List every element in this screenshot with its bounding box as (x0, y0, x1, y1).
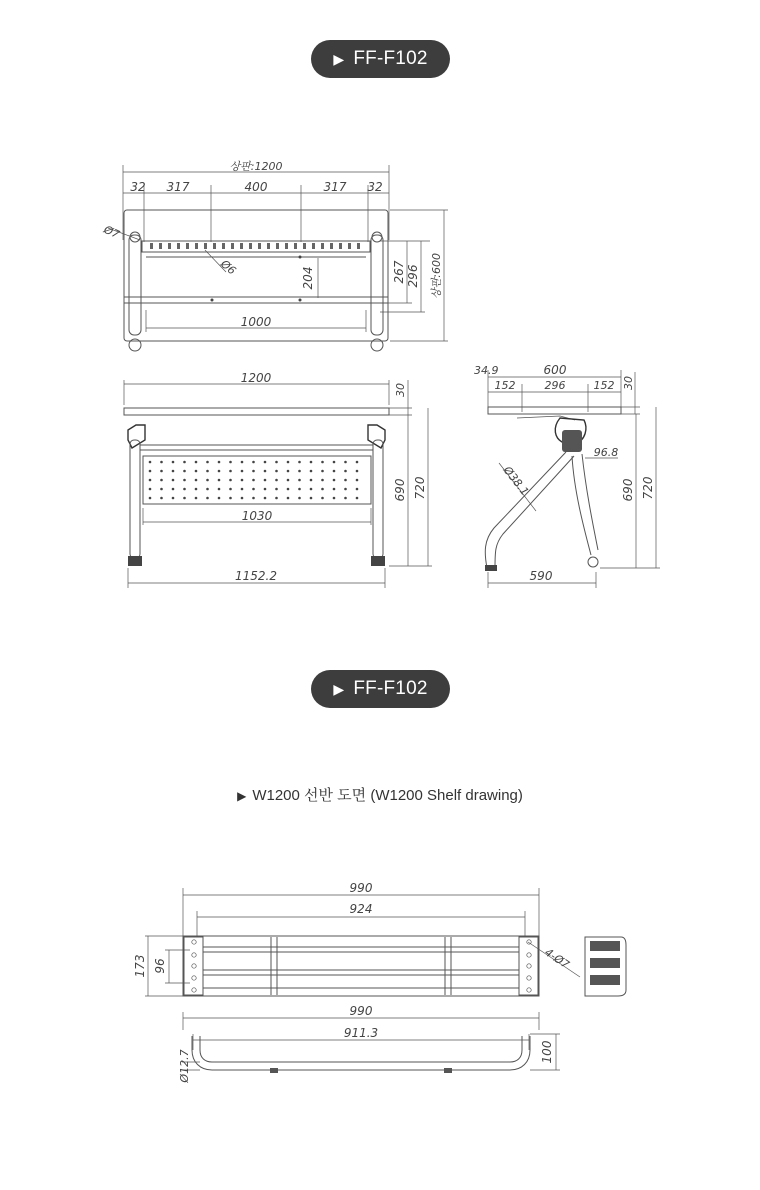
panel-slot (267, 243, 270, 249)
panel-perforation (310, 470, 313, 473)
panel-perforation (275, 470, 278, 473)
dim-front-width: 1200 (240, 371, 272, 385)
panel-perforation (310, 479, 313, 482)
panel-perforation (149, 488, 152, 491)
panel-perforation (344, 470, 347, 473)
shelf-mount-hole (192, 988, 196, 992)
panel-perforation (310, 461, 313, 464)
panel-perforation (344, 488, 347, 491)
panel-perforation (287, 488, 290, 491)
panel-perforation (321, 497, 324, 500)
panel-perforation (218, 470, 221, 473)
panel-perforation (264, 461, 267, 464)
panel-perforation (183, 461, 186, 464)
panel-perforation (252, 479, 255, 482)
panel-perforation (275, 461, 278, 464)
panel-perforation (298, 470, 301, 473)
dim-rail-height: 100 (540, 1040, 554, 1064)
panel-perforation (149, 470, 152, 473)
panel-slot (186, 243, 189, 249)
side-view (474, 363, 660, 588)
panel-slot (177, 243, 180, 249)
panel-slot (357, 243, 360, 249)
model-label: FF-F102 (353, 48, 428, 69)
panel-perforation (218, 479, 221, 482)
panel-perforation (183, 479, 186, 482)
panel-slot (348, 243, 351, 249)
shelf-mount-hole (527, 976, 531, 980)
panel-perforation (160, 497, 163, 500)
panel-perforation (172, 461, 175, 464)
panel-perforation (264, 488, 267, 491)
dim-front-leg: 690 (393, 478, 407, 502)
panel-perforation (218, 488, 221, 491)
panel-perforation (241, 488, 244, 491)
panel-slot (321, 243, 324, 249)
panel-perforation (218, 461, 221, 464)
dim-rail-tube: Ø12.7 (178, 1049, 191, 1083)
dim-depth-top: 상판:600 (430, 253, 443, 299)
dim-side-depth: 600 (543, 363, 567, 377)
panel-perforation (172, 479, 175, 482)
panel-slot (303, 243, 306, 249)
panel-perforation (298, 461, 301, 464)
dim-seg-d: 317 (323, 180, 347, 194)
drawing-caption (0, 784, 760, 805)
dim-side-seg-b: 296 (544, 379, 566, 392)
shelf-mount-hole (527, 953, 531, 957)
panel-perforation (298, 497, 301, 500)
panel-slot (150, 243, 153, 249)
panel-perforation (183, 488, 186, 491)
panel-perforation (356, 470, 359, 473)
dim-shelf-outer: 990 (349, 881, 373, 895)
play-triangle-icon: ▶ (333, 680, 345, 697)
panel-perforation (206, 497, 209, 500)
shelf-rail (178, 1004, 560, 1084)
panel-perforation (344, 497, 347, 500)
panel-perforation (333, 470, 336, 473)
panel-slot (204, 243, 207, 249)
panel-perforation (149, 497, 152, 500)
panel-perforation (160, 461, 163, 464)
panel-perforation (229, 497, 232, 500)
panel-perforation (287, 461, 290, 464)
panel-perforation (321, 488, 324, 491)
model-badge-mid (311, 670, 450, 708)
panel-perforation (356, 497, 359, 500)
panel-slot (285, 243, 288, 249)
panel-slot (168, 243, 171, 249)
panel-perforation (333, 479, 336, 482)
panel-slot (258, 243, 261, 249)
panel-perforation (287, 470, 290, 473)
dim-base: 1152.2 (235, 569, 277, 583)
panel-slot (249, 243, 252, 249)
panel-perforation (160, 479, 163, 482)
panel-slot (240, 243, 243, 249)
dim-side-foot: 590 (529, 569, 553, 583)
panel-perforation (287, 479, 290, 482)
panel-perforation (160, 470, 163, 473)
play-triangle-icon: ▶ (237, 789, 247, 803)
panel-perforation (195, 461, 198, 464)
dim-rail-outer: 990 (349, 1004, 373, 1018)
panel-perforation (298, 479, 301, 482)
dim-top-width: 상판:1200 (229, 160, 283, 173)
dim-shelf-h-outer: 173 (133, 954, 147, 978)
front-view (124, 371, 432, 588)
dim-shelf-inner: 924 (349, 902, 373, 916)
panel-slot (276, 243, 279, 249)
dim-side-seg-c: 152 (593, 379, 615, 392)
panel-perforation (229, 470, 232, 473)
panel-perforation (298, 488, 301, 491)
dim-front-total: 720 (413, 476, 427, 500)
dim-side-tube: Ø38.1 (500, 463, 532, 498)
panel-slot (312, 243, 315, 249)
shelf-mount-hole (192, 940, 196, 944)
panel-slot (231, 243, 234, 249)
panel-perforation (356, 488, 359, 491)
panel-perforation (275, 479, 278, 482)
panel-perforation (172, 470, 175, 473)
shelf-mount-hole (527, 964, 531, 968)
panel-perforation (195, 488, 198, 491)
dim-hole: Ø7 (101, 222, 122, 242)
dim-side-offset: 34.9 (474, 364, 499, 377)
panel-perforation (229, 479, 232, 482)
panel-perforation (195, 470, 198, 473)
dim-side-total: 720 (641, 476, 655, 500)
top-view (101, 160, 448, 351)
panel-perforation (252, 461, 255, 464)
panel-perforation (206, 470, 209, 473)
dim-side-thick: 30 (622, 376, 635, 390)
panel-perforation (310, 488, 313, 491)
shelf-mount-hole (192, 953, 196, 957)
panel-perforation (229, 488, 232, 491)
caption-text: W1200 선반 도면 (W1200 Shelf drawing) (252, 787, 523, 804)
panel-perforation (252, 470, 255, 473)
shelf-mount-hole (192, 964, 196, 968)
panel-slot (159, 243, 162, 249)
panel-perforation (229, 461, 232, 464)
dim-rail-inner: 911.3 (343, 1026, 379, 1040)
panel-perforation (172, 488, 175, 491)
dim-front-thick: 30 (394, 383, 407, 397)
panel-slot (213, 243, 216, 249)
panel-perforation (183, 470, 186, 473)
dim-rail: 1000 (240, 315, 272, 329)
panel-perforation (275, 497, 278, 500)
dim-shelf-h-inner: 96 (153, 958, 167, 974)
panel-perforation (172, 497, 175, 500)
panel-perforation (206, 479, 209, 482)
panel-perforation (149, 461, 152, 464)
dim-side-seg-a: 152 (494, 379, 516, 392)
dim-depth-b: 296 (406, 264, 420, 288)
panel-perforation (344, 461, 347, 464)
panel-perforation (241, 479, 244, 482)
panel-slot (339, 243, 342, 249)
panel-perforation (287, 497, 290, 500)
panel-perforation (264, 497, 267, 500)
panel-perforation (356, 461, 359, 464)
panel-perforation (275, 488, 278, 491)
dim-hole6: Ø6 (218, 257, 239, 278)
panel-perforation (195, 497, 198, 500)
panel-perforation (310, 497, 313, 500)
panel-perforation (321, 470, 324, 473)
panel-perforation (264, 470, 267, 473)
dim-side-bracket: 96.8 (593, 446, 619, 459)
dim-seg-a: 32 (130, 180, 146, 194)
dim-inner-h: 204 (301, 266, 315, 290)
panel-perforation (333, 488, 336, 491)
panel-perforation (344, 479, 347, 482)
panel-perforation (264, 479, 267, 482)
panel-slot (195, 243, 198, 249)
shelf-mount-hole (192, 976, 196, 980)
model-label-2: FF-F102 (353, 678, 428, 699)
dim-seg-b: 317 (166, 180, 190, 194)
panel-perforation (241, 497, 244, 500)
panel-perforation (149, 479, 152, 482)
panel-perforation (195, 479, 198, 482)
panel-perforation (206, 488, 209, 491)
panel-slot (330, 243, 333, 249)
panel-perforation (241, 461, 244, 464)
panel-perforation (252, 497, 255, 500)
panel-perforation (321, 461, 324, 464)
play-triangle-icon: ▶ (333, 50, 345, 67)
panel-perforation (333, 497, 336, 500)
dim-shelf-holes: 4-Ø7 (542, 945, 572, 972)
panel-perforation (241, 470, 244, 473)
dim-side-leg: 690 (621, 478, 635, 502)
panel-perforation (252, 488, 255, 491)
panel-perforation (160, 488, 163, 491)
panel-perforation (183, 497, 186, 500)
shelf-plan (133, 881, 626, 996)
dim-seg-e: 32 (367, 180, 383, 194)
panel-perforation (321, 479, 324, 482)
panel-slot (222, 243, 225, 249)
shelf-mount-hole (527, 988, 531, 992)
panel-slot (294, 243, 297, 249)
panel-perforation (356, 479, 359, 482)
dim-panel: 1030 (241, 509, 273, 523)
panel-perforation (206, 461, 209, 464)
panel-perforation (333, 461, 336, 464)
dim-seg-c: 400 (244, 180, 268, 194)
dim-depth-a: 267 (392, 260, 406, 284)
panel-perforation (218, 497, 221, 500)
